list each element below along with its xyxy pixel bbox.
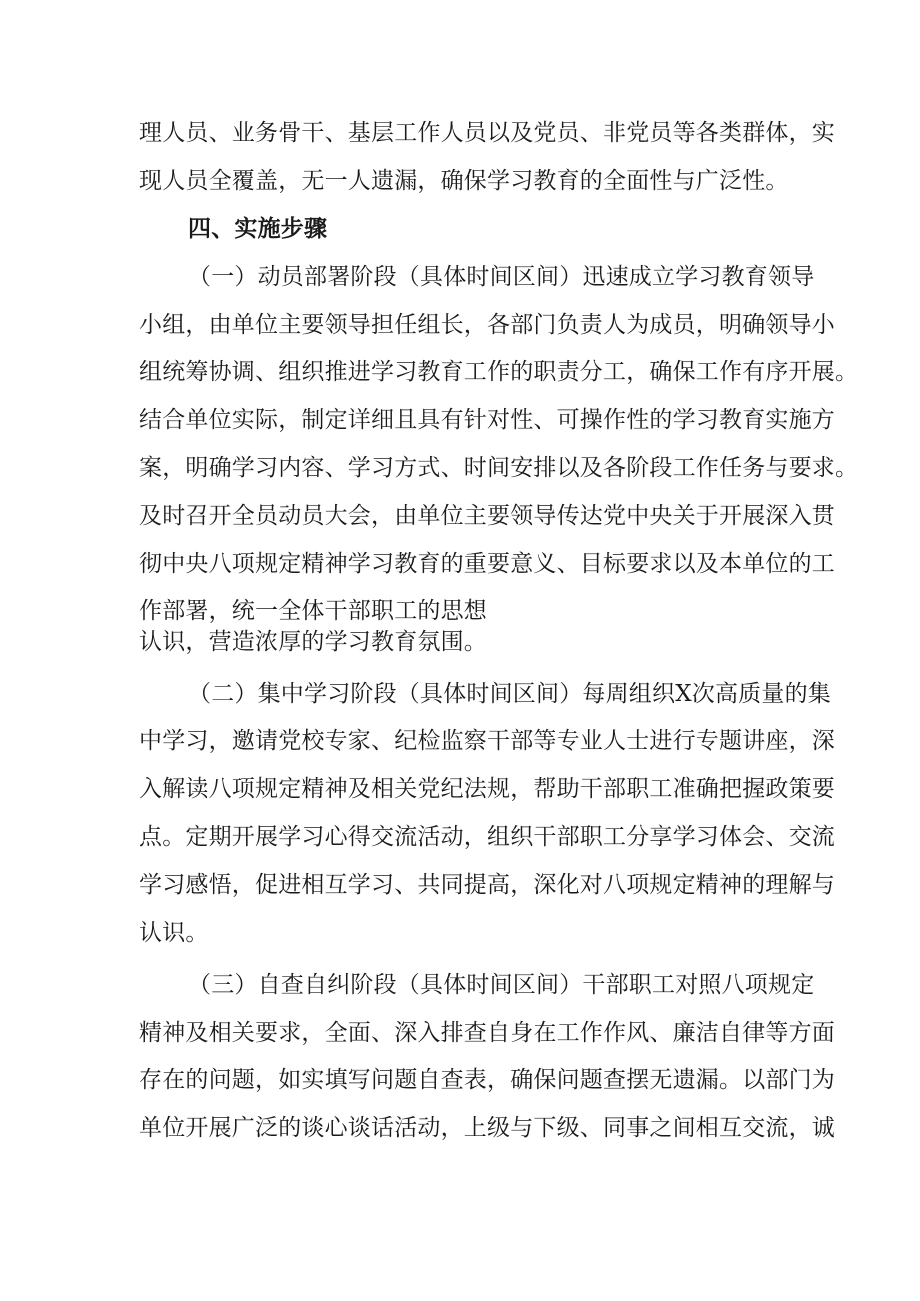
text-line: 理人员、业务骨干、基层工作人员以及党员、非党员等各类群体，实: [139, 120, 835, 146]
text-line: 认识。: [139, 920, 209, 946]
paragraph-start-line: （一）动员部署阶段（具体时间区间）迅速成立学习教育领导: [188, 264, 815, 290]
text-line: 彻中央八项规定精神学习教育的重要意义、目标要求以及本单位的工: [139, 551, 835, 577]
text-line: 点。定期开展学习心得交流活动，组织干部职工分享学习体会、交流: [139, 824, 835, 850]
paragraph-start-line: （三）自查自纠阶段（具体时间区间）干部职工对照八项规定: [188, 972, 815, 998]
text-line: 作部署，统一全体干部职工的思想: [139, 598, 487, 624]
text-line: 单位开展广泛的谈心谈话活动，上级与下级、同事之间相互交流，诚: [139, 1115, 835, 1141]
text-line: 小组，由单位主要领导担任组长，各部门负责人为成员，明确领导小: [139, 312, 835, 338]
text-line: 存在的问题，如实填写问题自查表，确保问题查摆无遗漏。以部门为: [139, 1067, 835, 1093]
text-line: 入解读八项规定精神及相关党纪法规，帮助干部职工准确把握政策要: [139, 776, 835, 802]
paragraph-start-line: （二）集中学习阶段（具体时间区间）每周组织X次高质量的集: [188, 681, 831, 707]
text-line: 现人员全覆盖，无一人遗漏，确保学习教育的全面性与广泛性。: [139, 168, 789, 194]
text-line: 中学习，邀请党校专家、纪检监察干部等专业人士进行专题讲座，深: [139, 728, 835, 754]
text-line: 认识，营造浓厚的学习教育氛围。: [139, 629, 487, 655]
text-line: 学习感悟，促进相互学习、共同提高，深化对八项规定精神的理解与: [139, 872, 835, 898]
text-line: 结合单位实际，制定详细且具有针对性、可操作性的学习教育实施方: [139, 407, 835, 433]
text-line: 精神及相关要求，全面、深入排查自身在工作作风、廉洁自律等方面: [139, 1020, 835, 1046]
section-heading: 四、实施步骤: [188, 215, 328, 242]
text-line: 案，明确学习内容、学习方式、时间安排以及各阶段工作任务与要求。: [139, 455, 859, 481]
text-line: 组统筹协调、组织推进学习教育工作的职责分工，确保工作有序开展。: [139, 359, 859, 385]
text-line: 及时召开全员动员大会，由单位主要领导传达党中央关于开展深入贯: [139, 503, 835, 529]
